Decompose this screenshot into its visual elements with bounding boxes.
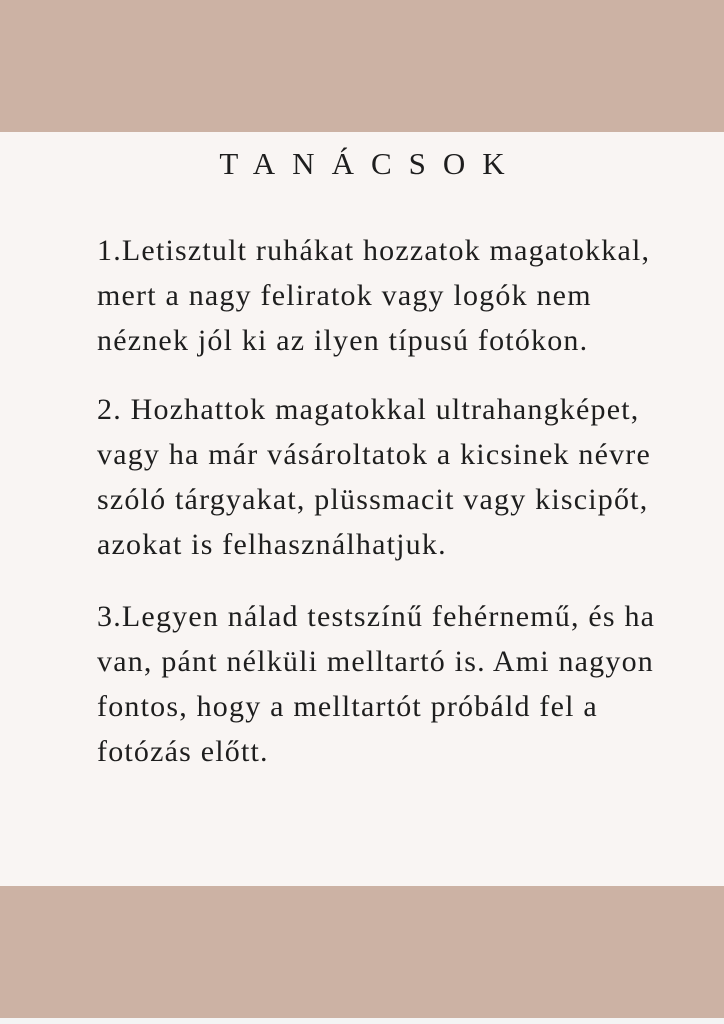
bottom-decorative-band bbox=[0, 886, 724, 1018]
page-title: TANÁCSOK bbox=[219, 146, 522, 181]
top-decorative-band bbox=[0, 0, 724, 132]
tips-list bbox=[97, 228, 657, 798]
tip-item-2: 2. Hozhattok magatokkal ultrahangképet, vagy ha már vásároltatok a kicsinek névre szóló tárgyakat, plüssmacit vagy kiscipőt, azokat is felhasználhatjuk. bbox=[97, 393, 651, 561]
page-bottom-edge bbox=[0, 1018, 724, 1024]
tip-item-1: 1.Letisztult ruhákat hozzatok magatokkal, mert a nagy feliratok vagy logók nem néznek jól ki az ilyen típusú fotókon. bbox=[97, 234, 651, 357]
tip-item-3: 3.Legyen nálad testszínű fehérnemű, és ha van, pánt nélküli melltartó is. Ami nagyon fontos, hogy a melltartót próbáld fel a fotózás előtt. bbox=[97, 600, 656, 768]
